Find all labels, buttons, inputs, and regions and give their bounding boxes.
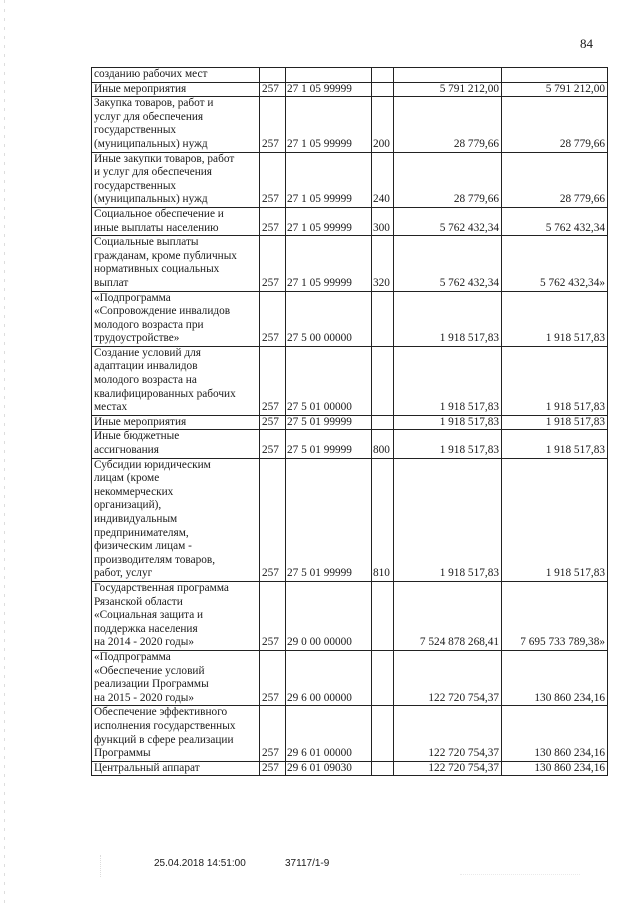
table-row xyxy=(92,458,608,581)
row-sum-2019: 1 918 517,83 xyxy=(394,346,502,415)
row-target-article: 29 0 00 00000 xyxy=(286,581,372,650)
row-ministry-code xyxy=(260,68,286,83)
row-expense-type xyxy=(372,581,394,650)
table-row xyxy=(92,152,608,207)
row-target-article: 27 1 05 99999 xyxy=(286,236,372,291)
row-name: созданию рабочих мест xyxy=(92,68,260,83)
row-target-article: 27 1 05 99999 xyxy=(286,82,372,97)
row-ministry-code: 257 xyxy=(260,236,286,291)
scan-artifact-stamp xyxy=(460,858,580,875)
row-target-article: 27 5 01 99999 xyxy=(286,458,372,581)
row-sum-2019 xyxy=(394,68,502,83)
row-name: Обеспечение эффективного исполнения государственных функций в сфере реализации Программы xyxy=(92,706,260,761)
row-name: Социальные выплаты гражданам, кроме публичных нормативных социальных выплат xyxy=(92,236,260,291)
row-sum-2020: 130 860 234,16 xyxy=(502,761,608,776)
row-ministry-code: 257 xyxy=(260,458,286,581)
row-expense-type xyxy=(372,346,394,415)
row-target-article: 27 5 01 99999 xyxy=(286,430,372,458)
table-row xyxy=(92,68,608,83)
footer-doc-code: 37117/1-9 xyxy=(285,858,330,869)
table-row xyxy=(92,97,608,152)
row-ministry-code: 257 xyxy=(260,761,286,776)
table-row xyxy=(92,346,608,415)
row-ministry-code: 257 xyxy=(260,581,286,650)
row-name: Социальное обеспечение и иные выплаты населению xyxy=(92,207,260,235)
row-ministry-code: 257 xyxy=(260,430,286,458)
page-number: 84 xyxy=(580,36,593,51)
row-sum-2020: 5 762 432,34 xyxy=(502,207,608,235)
row-expense-type: 810 xyxy=(372,458,394,581)
table-row xyxy=(92,650,608,705)
row-expense-type xyxy=(372,68,394,83)
row-sum-2020: 28 779,66 xyxy=(502,152,608,207)
row-target-article: 27 1 05 99999 xyxy=(286,152,372,207)
budget-table-body xyxy=(92,68,608,776)
budget-table xyxy=(91,67,608,776)
table-row xyxy=(92,706,608,761)
table-row xyxy=(92,207,608,235)
row-sum-2019: 7 524 878 268,41 xyxy=(394,581,502,650)
row-ministry-code: 257 xyxy=(260,97,286,152)
row-sum-2020: 1 918 517,83 xyxy=(502,430,608,458)
row-target-article: 27 1 05 99999 xyxy=(286,97,372,152)
row-ministry-code: 257 xyxy=(260,207,286,235)
row-target-article: 27 1 05 99999 xyxy=(286,207,372,235)
row-sum-2020: 1 918 517,83 xyxy=(502,291,608,346)
row-expense-type xyxy=(372,82,394,97)
row-ministry-code: 257 xyxy=(260,291,286,346)
row-sum-2019: 1 918 517,83 xyxy=(394,291,502,346)
table-row xyxy=(92,581,608,650)
row-sum-2019: 122 720 754,37 xyxy=(394,650,502,705)
row-expense-type xyxy=(372,761,394,776)
row-sum-2020: 5 791 212,00 xyxy=(502,82,608,97)
row-expense-type: 800 xyxy=(372,430,394,458)
row-sum-2020: 5 762 432,34» xyxy=(502,236,608,291)
row-name: Государственная программа Рязанской области «Социальная защита и поддержка населения на 2014 - 2020 годы» xyxy=(92,581,260,650)
row-name: Закупка товаров, работ и услуг для обеспечения государственных (муниципальных) нужд xyxy=(92,97,260,152)
row-name: Субсидии юридическим лицам (кроме некоммерческих организаций), индивидуальным предпринимателям, физическим лицам - производителям товаров, работ, услуг xyxy=(92,458,260,581)
row-name: Создание условий для адаптации инвалидов молодого возраста на квалифицированных рабочих местах xyxy=(92,346,260,415)
row-expense-type xyxy=(372,706,394,761)
table-row xyxy=(92,82,608,97)
table-row xyxy=(92,415,608,430)
table-row xyxy=(92,291,608,346)
row-sum-2020: 1 918 517,83 xyxy=(502,346,608,415)
row-expense-type xyxy=(372,291,394,346)
row-expense-type xyxy=(372,415,394,430)
row-expense-type: 300 xyxy=(372,207,394,235)
row-sum-2020 xyxy=(502,68,608,83)
row-name: Иные мероприятия xyxy=(92,415,260,430)
row-target-article: 29 6 00 00000 xyxy=(286,650,372,705)
table-row xyxy=(92,236,608,291)
row-target-article: 29 6 01 09030 xyxy=(286,761,372,776)
row-sum-2019: 122 720 754,37 xyxy=(394,761,502,776)
row-sum-2019: 28 779,66 xyxy=(394,152,502,207)
row-ministry-code: 257 xyxy=(260,82,286,97)
row-ministry-code: 257 xyxy=(260,415,286,430)
row-expense-type: 240 xyxy=(372,152,394,207)
row-sum-2020: 130 860 234,16 xyxy=(502,706,608,761)
row-sum-2020: 1 918 517,83 xyxy=(502,458,608,581)
row-name: Иные мероприятия xyxy=(92,82,260,97)
row-sum-2020: 28 779,66 xyxy=(502,97,608,152)
row-expense-type xyxy=(372,650,394,705)
row-expense-type: 320 xyxy=(372,236,394,291)
row-target-article: 29 6 01 00000 xyxy=(286,706,372,761)
row-name: «Подпрограмма «Обеспечение условий реализации Программы на 2015 - 2020 годы» xyxy=(92,650,260,705)
row-ministry-code: 257 xyxy=(260,346,286,415)
row-sum-2019: 5 791 212,00 xyxy=(394,82,502,97)
row-ministry-code: 257 xyxy=(260,706,286,761)
scan-margin-line xyxy=(4,0,5,905)
scan-artifact xyxy=(100,855,115,877)
row-sum-2020: 130 860 234,16 xyxy=(502,650,608,705)
row-sum-2020: 7 695 733 789,38» xyxy=(502,581,608,650)
row-name: Иные закупки товаров, работ и услуг для обеспечения государственных (муниципальных) нужд xyxy=(92,152,260,207)
row-sum-2019: 5 762 432,34 xyxy=(394,207,502,235)
row-sum-2019: 1 918 517,83 xyxy=(394,458,502,581)
row-ministry-code: 257 xyxy=(260,650,286,705)
row-sum-2020: 1 918 517,83 xyxy=(502,415,608,430)
row-name: «Подпрограмма «Сопровождение инвалидов молодого возраста при трудоустройстве» xyxy=(92,291,260,346)
row-sum-2019: 5 762 432,34 xyxy=(394,236,502,291)
table-row xyxy=(92,761,608,776)
table-row xyxy=(92,430,608,458)
row-target-article xyxy=(286,68,372,83)
row-name: Иные бюджетные ассигнования xyxy=(92,430,260,458)
row-sum-2019: 1 918 517,83 xyxy=(394,415,502,430)
row-target-article: 27 5 01 00000 xyxy=(286,346,372,415)
row-sum-2019: 1 918 517,83 xyxy=(394,430,502,458)
footer-date: 25.04.2018 14:51:00 xyxy=(154,858,246,869)
row-ministry-code: 257 xyxy=(260,152,286,207)
row-target-article: 27 5 00 00000 xyxy=(286,291,372,346)
row-sum-2019: 122 720 754,37 xyxy=(394,706,502,761)
row-name: Центральный аппарат xyxy=(92,761,260,776)
row-expense-type: 200 xyxy=(372,97,394,152)
row-sum-2019: 28 779,66 xyxy=(394,97,502,152)
row-target-article: 27 5 01 99999 xyxy=(286,415,372,430)
